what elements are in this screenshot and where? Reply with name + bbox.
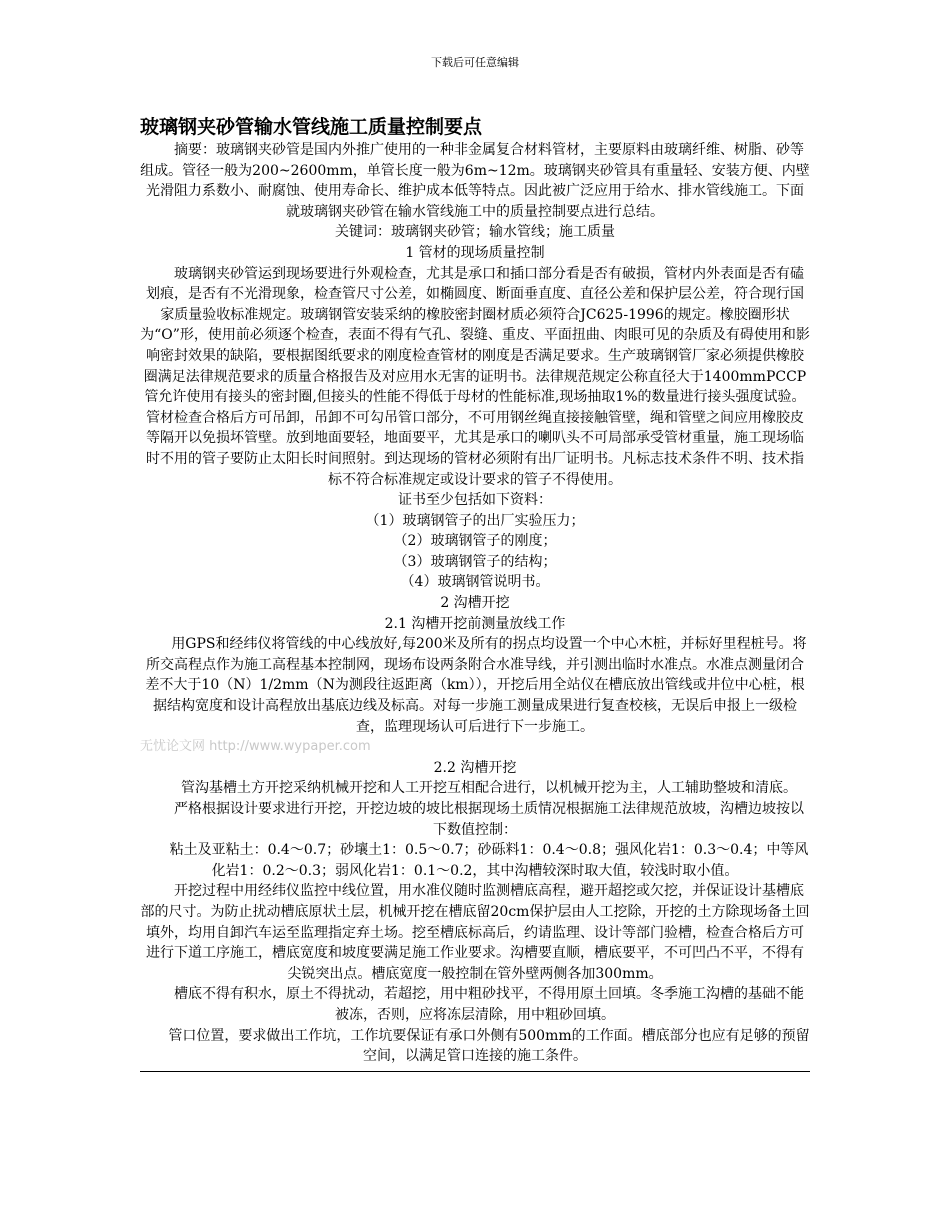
section-2-2-heading: 2.2 沟槽开挖 — [433, 759, 517, 776]
section-2-1-heading: 2.1 沟槽开挖前测量放线工作 — [384, 615, 566, 632]
certificate-item-2: （2）玻璃钢管子的刚度； — [393, 533, 557, 550]
section-2-1-paragraph: 用GPS和经纬仪将管线的中心线放好,每200米及所有的拐点均设置一个中心木桩，并标好里程桩号。将所交高程点作为施工高程基本控制网，现场布设两条附合水准导线，并引测出临时水准点。水准点测量闭合差不大于10（N）1/2mm（N为测段往返距离（km）），开挖后用全站仪在槽底放出管线或井位中心桩，根据结构宽度和设计高程放出基底边线及标高。对每一步施工测量成果进行复查校核，无误后申报上一级检查，监理现场认可后进行下一步施工。 — [145, 636, 807, 735]
document-body — [140, 114, 810, 1072]
document-title: 玻璃钢夹砂管输水管线施工质量控制要点 — [140, 116, 483, 138]
section-2-2-paragraph-2: 严格根据设计要求进行开挖，开挖边坡的坡比根据现场土质情况根据施工法律规范放坡，沟槽边坡按以下数值控制： — [174, 801, 804, 838]
section-2-2-paragraph-3: 粘土及亚粘土：0.4～0.7；砂壤土1：0.5～0.7；砂砾料1：0.4～0.8；强风化岩1：0.3～0.4；中等风化岩1：0.2～0.3；弱风化岩1：0.1～0.2，其中沟槽较深时取大值，较浅时取小值。 — [169, 842, 809, 879]
section-2-2-paragraph-1: 管沟基槽土方开挖采纳机械开挖和人工开挖互相配合进行，以机械开挖为主，人工辅助整坡和清底。 — [181, 780, 797, 797]
certificate-intro: 证书至少包括如下资料： — [398, 492, 552, 509]
section-1-paragraph: 玻璃钢夹砂管运到现场要进行外观检查，尤其是承口和插口部分看是否有破损，管材内外表面是否有磕划痕，是否有不光滑现象，检查管尺寸公差，如椭圆度、断面垂直度、直径公差和保护层公差，符合现行国家质量验收标准规定。玻璃钢管安装采纳的橡胶密封圈材质必须符合JC625-1996的规定。橡胶圈形状为“O”形，使用前必须逐个检查，表面不得有气孔、裂缝、重皮、平面扭曲、肉眼可见的杂质及有碍使用和影响密封效果的缺陷，要根据图纸要求的刚度检查管材的刚度是否满足要求。生产玻璃钢管厂家必须提供橡胶圈满足法律规范要求的质量合格报告及对应用水无害的证明书。法律规范规定公称直径大于1400mmPCCP管允许使用有接头的密封圈,但接头的性能不得低于母材的性能标准,现场抽取1%的数量进行接头强度试验。管材检查合格后方可吊卸，吊卸不可勾吊管口部分，不可用钢丝绳直接接触管壁，绳和管壁之间应用橡胶皮等隔开以免损坏管壁。放到地面要轻，地面要平，尤其是承口的喇叭头不可局部承受管材重量，施工现场临时不用的管子要防止太阳长时间照射。到达现场的管材必须附有出厂证明书。凡标志技术条件不明、技术指标不符合标准规定或设计要求的管子不得使用。 — [140, 265, 810, 488]
watermark-text: 无忧论文网 http://www.wypaper.com — [140, 739, 371, 755]
abstract-paragraph: 摘要：玻璃钢夹砂管是国内外推广使用的一种非金属复合材料管材，主要原料由玻璃纤维、树脂、砂等组成。管径一般为200~2600mm，单管长度一般为6m~12m。玻璃钢夹砂管具有重量轻、安装方便、内壁光滑阻力系数小、耐腐蚀、使用寿命长、维护成本低等特点。因此被广泛应用于给水、排水管线施工。下面就玻璃钢夹砂管在输水管线施工中的质量控制要点进行总结。 — [140, 142, 810, 220]
section-2-2-paragraph-4: 开挖过程中用经纬仪监控中线位置，用水准仪随时监测槽底高程，避开超挖或欠挖，并保证设计基槽底部的尺寸。为防止扰动槽底原状土层，机械开挖在槽底留20cm保护层由人工挖除，开挖的土方除现场备土回填外，均用自卸汽车运至监理指定弃土场。挖至槽底标高后，约请监理、设计等部门验槽，检查合格后方可进行下道工序施工，槽底宽度和坡度要满足施工作业要求。沟槽要直顺，槽底要平，不可凹凸不平，不得有尖锐突出点。槽底宽度一般控制在管外壁两侧各加300mm。 — [140, 883, 810, 982]
bottom-divider — [140, 1071, 810, 1072]
certificate-item-3: （3）玻璃钢管子的结构； — [393, 553, 557, 570]
certificate-item-1: （1）玻璃钢管子的出厂实验压力； — [365, 512, 585, 529]
page-header-note: 下载后可任意编辑 — [431, 56, 519, 69]
certificate-item-4: （4）玻璃钢管说明书。 — [400, 574, 550, 591]
section-2-2-paragraph-6: 管口位置，要求做出工作坑，工作坑要保证有承口外侧有500mm的工作面。槽底部分也应有足够的预留空间，以满足管口连接的施工条件。 — [168, 1027, 810, 1065]
section-2-heading: 2 沟槽开挖 — [440, 595, 510, 612]
section-1-heading: 1 管材的现场质量控制 — [405, 244, 545, 261]
keywords-line: 关键词：玻璃钢夹砂管；输水管线；施工质量 — [335, 224, 615, 241]
section-2-2-paragraph-5: 槽底不得有积水，原土不得扰动，若超挖，用中粗砂找平，不得用原土回填。冬季施工沟槽的基础不能被冻，否则，应将冻层清除，用中粗砂回填。 — [174, 986, 804, 1023]
